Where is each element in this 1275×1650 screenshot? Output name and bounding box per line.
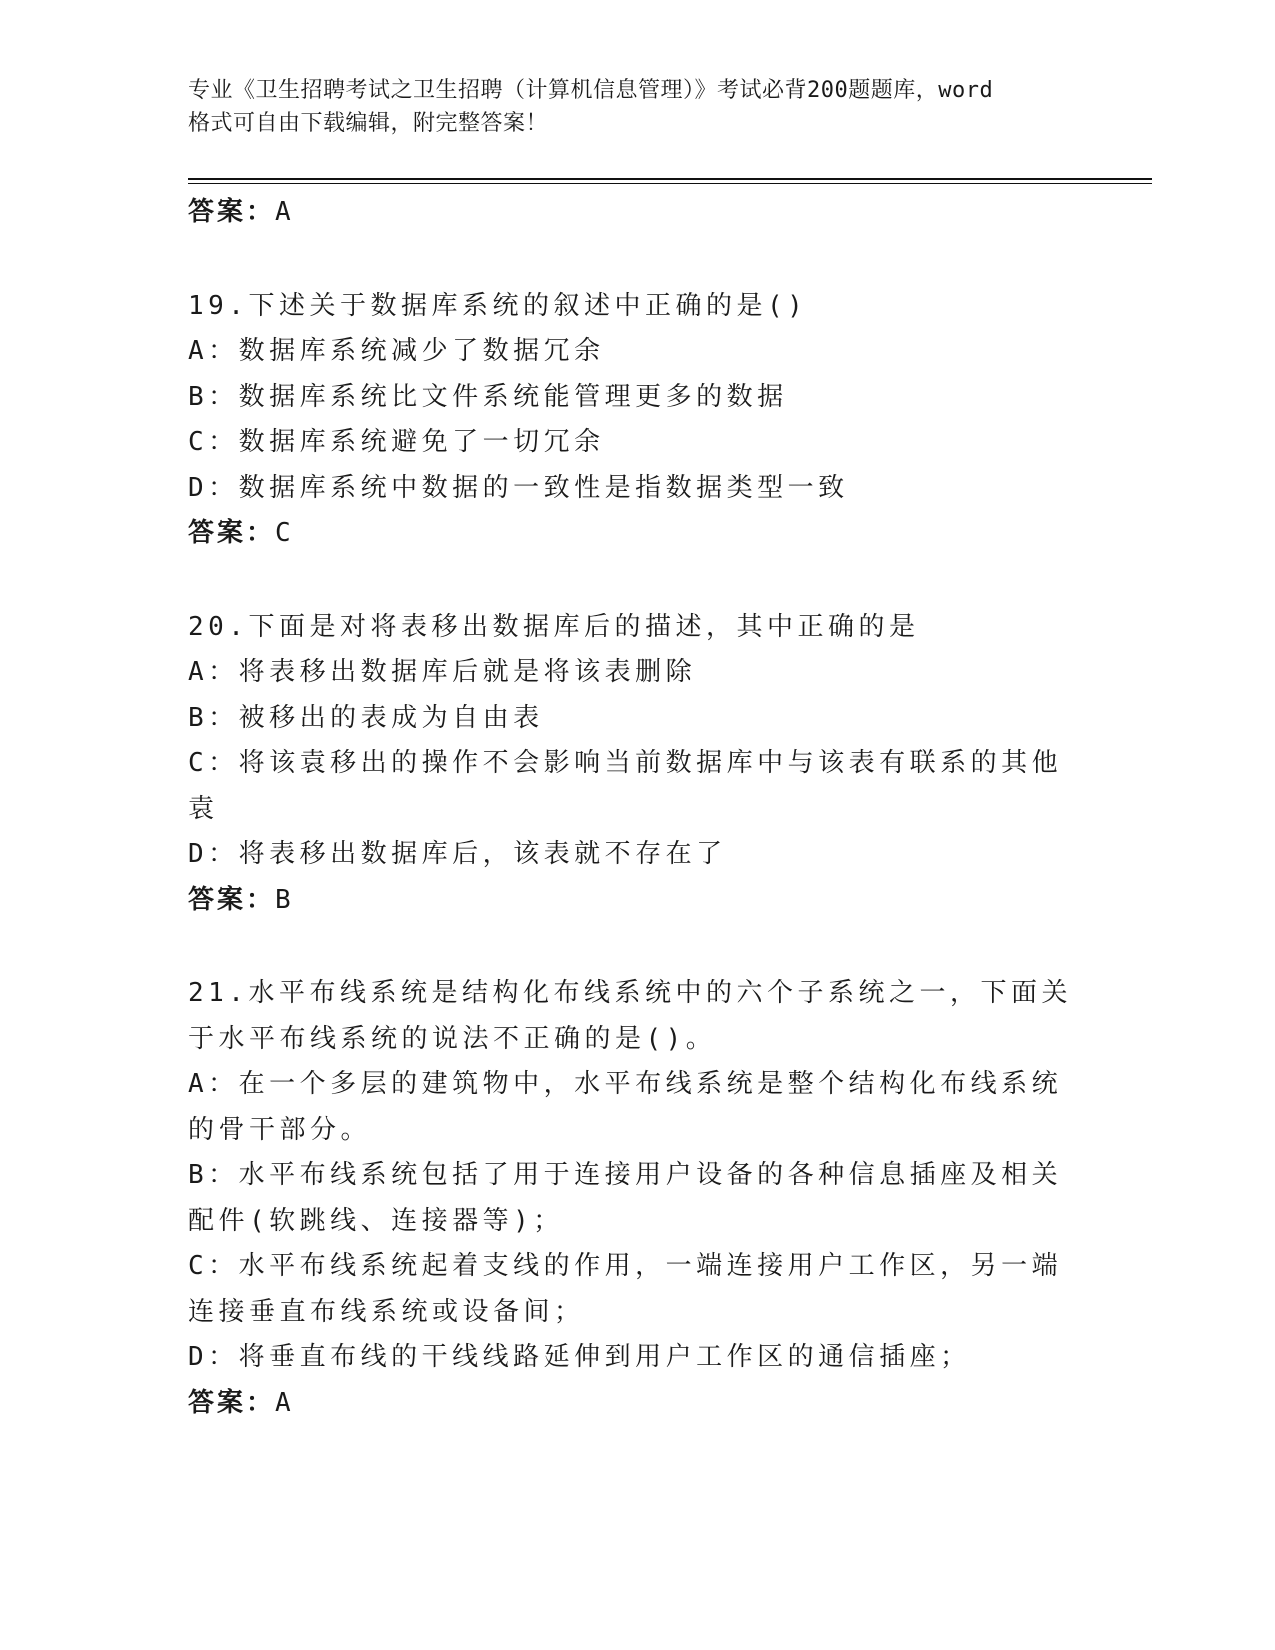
- question-stem: 19.下述关于数据库系统的叙述中正确的是(): [188, 290, 808, 321]
- option-a: A：数据库系统减少了数据冗余: [188, 336, 605, 366]
- header-line-2: 格式可自由下载编辑，附完整答案！: [188, 111, 549, 136]
- question-stem: 20.下面是对将表移出数据库后的描述，其中正确的是: [188, 611, 920, 642]
- spacer: [188, 923, 1088, 971]
- header-rule-thick: [188, 178, 1152, 180]
- spacer: [188, 236, 1088, 284]
- header-line-1: 专业《卫生招聘考试之卫生招聘（计算机信息管理）》考试必背200题题库，word: [188, 78, 994, 103]
- option-b: B：被移出的表成为自由表: [188, 702, 544, 733]
- answer-label: 答案：: [188, 518, 276, 548]
- answer-label: 答案：: [188, 884, 276, 915]
- answer-value: C: [275, 518, 292, 548]
- option-a: A：将表移出数据库后就是将该表删除: [188, 657, 697, 687]
- answer-value: A: [275, 1387, 292, 1418]
- spacer: [188, 557, 1088, 605]
- option-d: D：将表移出数据库后，该表就不存在了: [188, 839, 727, 869]
- option-b: B：数据库系统比文件系统能管理更多的数据: [188, 381, 788, 412]
- question-block: [188, 605, 1088, 924]
- option-a: A：在一个多层的建筑物中，水平布线系统是整个结构化布线系统的骨干部分。: [188, 1069, 1063, 1145]
- option-b: B：水平布线系统包括了用于连接用户设备的各种信息插座及相关配件(软跳线、连接器等)；: [188, 1160, 1063, 1236]
- option-c: C：数据库系统避免了一切冗余: [188, 427, 605, 457]
- answer-label: 答案：: [188, 197, 276, 227]
- answer-value: A: [275, 197, 292, 227]
- header-rule-thin: [188, 183, 1152, 184]
- question-answer: [188, 511, 1088, 557]
- question-content: [188, 190, 1088, 1426]
- question-block: [188, 971, 1088, 1426]
- question-stem: 21.水平布线系统是结构化布线系统中的六个子系统之一，下面关于水平布线系统的说法不正确的是()。: [188, 978, 1072, 1054]
- question-answer: [188, 878, 1088, 924]
- previous-answer: [188, 190, 1088, 236]
- question-block: [188, 284, 1088, 557]
- answer-label: 答案：: [188, 1387, 276, 1418]
- answer-value: B: [275, 884, 292, 915]
- option-c: C：将该袁移出的操作不会影响当前数据库中与该表有联系的其他袁: [188, 748, 1063, 824]
- option-d: D：数据库系统中数据的一致性是指数据类型一致: [188, 472, 849, 503]
- question-answer: [188, 1381, 1088, 1427]
- document-header: [188, 74, 1088, 140]
- option-d: D：将垂直布线的干线线路延伸到用户工作区的通信插座；: [188, 1342, 971, 1372]
- option-c: C：水平布线系统起着支线的作用，一端连接用户工作区，另一端连接垂直布线系统或设备间；: [188, 1251, 1063, 1327]
